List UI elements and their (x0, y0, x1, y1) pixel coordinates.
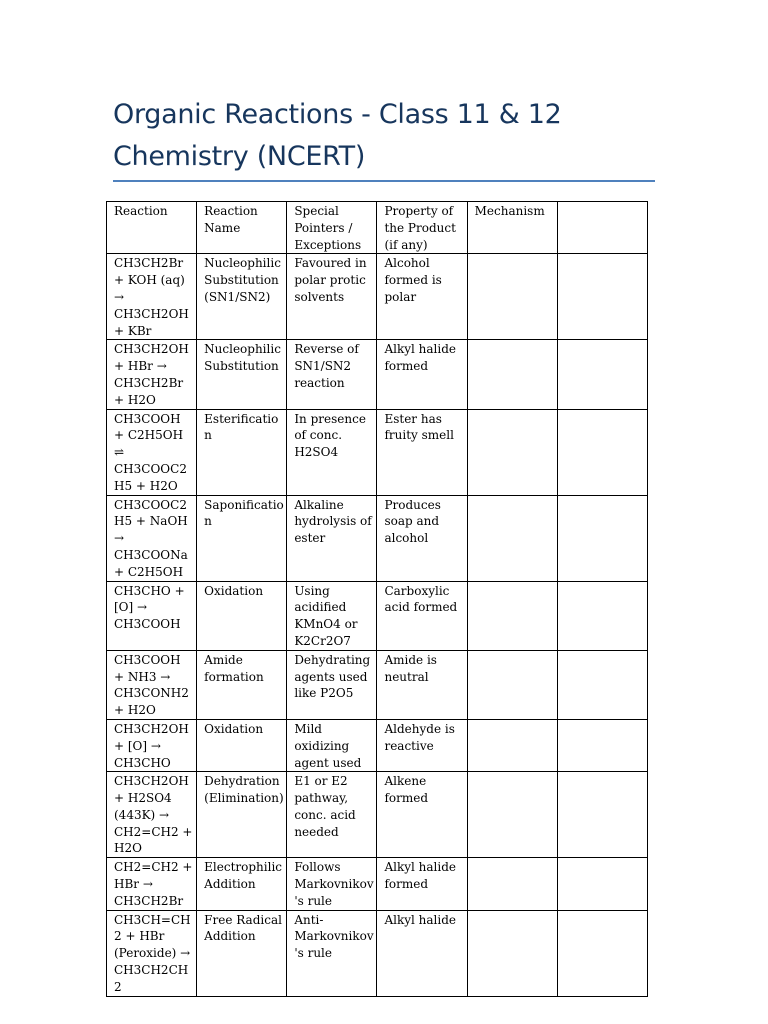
table-header-row (107, 202, 648, 254)
extra-cell (557, 910, 647, 996)
extra-cell (557, 719, 647, 771)
extra-cell (557, 254, 647, 340)
reaction-name-cell: Saponification (197, 495, 287, 581)
product-property-cell: Alkyl halide formed (377, 340, 467, 409)
mechanism-cell (467, 340, 557, 409)
product-property-cell: Ester has fruity smell (377, 409, 467, 495)
product-property-cell: Carboxylic acid formed (377, 581, 467, 650)
extra-cell (557, 495, 647, 581)
table-row (107, 858, 648, 910)
mechanism-cell (467, 772, 557, 858)
reaction-name-cell: Electrophilic Addition (197, 858, 287, 910)
mechanism-cell (467, 858, 557, 910)
extra-cell (557, 858, 647, 910)
header-mechanism: Mechanism (467, 202, 557, 254)
mechanism-cell (467, 719, 557, 771)
reaction-cell: CH2=CH2 + HBr → CH3CH2Br (107, 858, 197, 910)
mechanism-cell (467, 409, 557, 495)
reaction-cell: CH3COOH + C2H5OH ⇌ CH3COOC2H5 + H2O (107, 409, 197, 495)
product-property-cell: Amide is neutral (377, 650, 467, 719)
reaction-cell: CH3CH2Br + KOH (aq) → CH3CH2OH + KBr (107, 254, 197, 340)
special-pointers-cell: Favoured in polar protic solvents (287, 254, 377, 340)
extra-cell (557, 340, 647, 409)
special-pointers-cell: Reverse of SN1/SN2 reaction (287, 340, 377, 409)
mechanism-cell (467, 495, 557, 581)
table-row (107, 650, 648, 719)
mechanism-cell (467, 254, 557, 340)
mechanism-cell (467, 581, 557, 650)
special-pointers-cell: E1 or E2 pathway, conc. acid needed (287, 772, 377, 858)
table-row (107, 495, 648, 581)
table-row (107, 254, 648, 340)
special-pointers-cell: Follows Markovnikov's rule (287, 858, 377, 910)
special-pointers-cell: In presence of conc. H2SO4 (287, 409, 377, 495)
table-row (107, 719, 648, 771)
mechanism-cell (467, 650, 557, 719)
special-pointers-cell: Using acidified KMnO4 or K2Cr2O7 (287, 581, 377, 650)
title-underline (113, 180, 655, 182)
extra-cell (557, 650, 647, 719)
reaction-cell: CH3CH2OH + HBr → CH3CH2Br + H2O (107, 340, 197, 409)
reaction-name-cell: Free Radical Addition (197, 910, 287, 996)
reaction-name-cell: Dehydration (Elimination) (197, 772, 287, 858)
reaction-name-cell: Nucleophilic Substitution (SN1/SN2) (197, 254, 287, 340)
header-special-pointers: Special Pointers / Exceptions (287, 202, 377, 254)
reaction-cell: CH3CH=CH2 + HBr (Peroxide) → CH3CH2CH2 (107, 910, 197, 996)
reaction-name-cell: Esterification (197, 409, 287, 495)
product-property-cell: Alkyl halide (377, 910, 467, 996)
product-property-cell: Alkene formed (377, 772, 467, 858)
header-reaction-name: Reaction Name (197, 202, 287, 254)
mechanism-cell (467, 910, 557, 996)
extra-cell (557, 409, 647, 495)
reaction-cell: CH3CH2OH + [O] → CH3CHO (107, 719, 197, 771)
special-pointers-cell: Dehydrating agents used like P2O5 (287, 650, 377, 719)
extra-cell (557, 772, 647, 858)
reaction-name-cell: Amide formation (197, 650, 287, 719)
header-extra (557, 202, 647, 254)
reactions-table (106, 201, 648, 997)
reaction-cell: CH3COOH + NH3 → CH3CONH2 + H2O (107, 650, 197, 719)
table-row (107, 409, 648, 495)
product-property-cell: Aldehyde is reactive (377, 719, 467, 771)
page-title: Organic Reactions - Class 11 & 12 Chemistry (NCERT) (113, 99, 562, 172)
special-pointers-cell: Anti-Markovnikov's rule (287, 910, 377, 996)
reaction-name-cell: Oxidation (197, 581, 287, 650)
special-pointers-cell: Alkaline hydrolysis of ester (287, 495, 377, 581)
table-row (107, 910, 648, 996)
product-property-cell: Alcohol formed is polar (377, 254, 467, 340)
reaction-cell: CH3CHO + [O] → CH3COOH (107, 581, 197, 650)
reaction-name-cell: Nucleophilic Substitution (197, 340, 287, 409)
table-row (107, 772, 648, 858)
header-reaction: Reaction (107, 202, 197, 254)
special-pointers-cell: Mild oxidizing agent used (287, 719, 377, 771)
table-row (107, 581, 648, 650)
reaction-cell: CH3COOC2H5 + NaOH → CH3COONa + C2H5OH (107, 495, 197, 581)
header-product-property: Property of the Product (if any) (377, 202, 467, 254)
product-property-cell: Alkyl halide formed (377, 858, 467, 910)
product-property-cell: Produces soap and alcohol (377, 495, 467, 581)
reaction-name-cell: Oxidation (197, 719, 287, 771)
extra-cell (557, 581, 647, 650)
reaction-cell: CH3CH2OH + H2SO4 (443K) → CH2=CH2 + H2O (107, 772, 197, 858)
table-row (107, 340, 648, 409)
